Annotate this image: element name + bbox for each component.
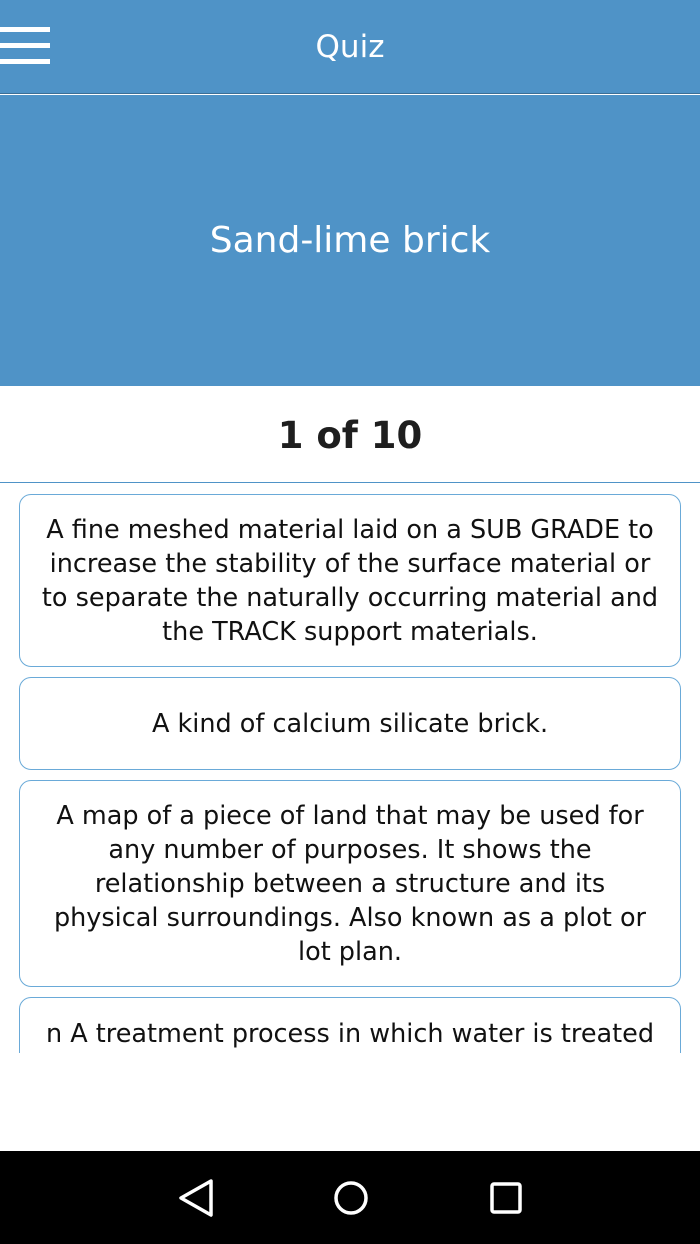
answer-list [0, 483, 700, 1053]
app-bar [0, 0, 700, 94]
recent-apps-icon[interactable] [484, 1177, 528, 1221]
answer-option-4[interactable] [19, 997, 681, 1053]
question-counter: 1 of 10 [0, 386, 700, 483]
question-term: Sand-lime brick [209, 220, 491, 261]
question-panel [0, 95, 700, 386]
answer-option-2[interactable] [19, 677, 681, 770]
home-icon[interactable] [329, 1177, 373, 1221]
app-title: Quiz [315, 29, 385, 65]
answer-text: A map of a piece of land that may be used for any number of purposes. It shows the relationship between a structure and its physical surroundings. Also known as a plot or lot plan. [53, 800, 647, 967]
answer-text: A fine meshed material laid on a SUB GRADE to increase the stability of the surface material or to separate the naturally occurring material and the TRACK support materials. [41, 514, 659, 647]
back-icon[interactable] [175, 1177, 219, 1221]
answer-option-1[interactable] [19, 494, 681, 667]
answer-option-3[interactable] [19, 780, 681, 987]
answer-text: A kind of calcium silicate brick. [151, 708, 549, 739]
system-nav-bar [0, 1151, 700, 1244]
answer-text: n A treatment process in which water is treated [45, 1019, 655, 1049]
